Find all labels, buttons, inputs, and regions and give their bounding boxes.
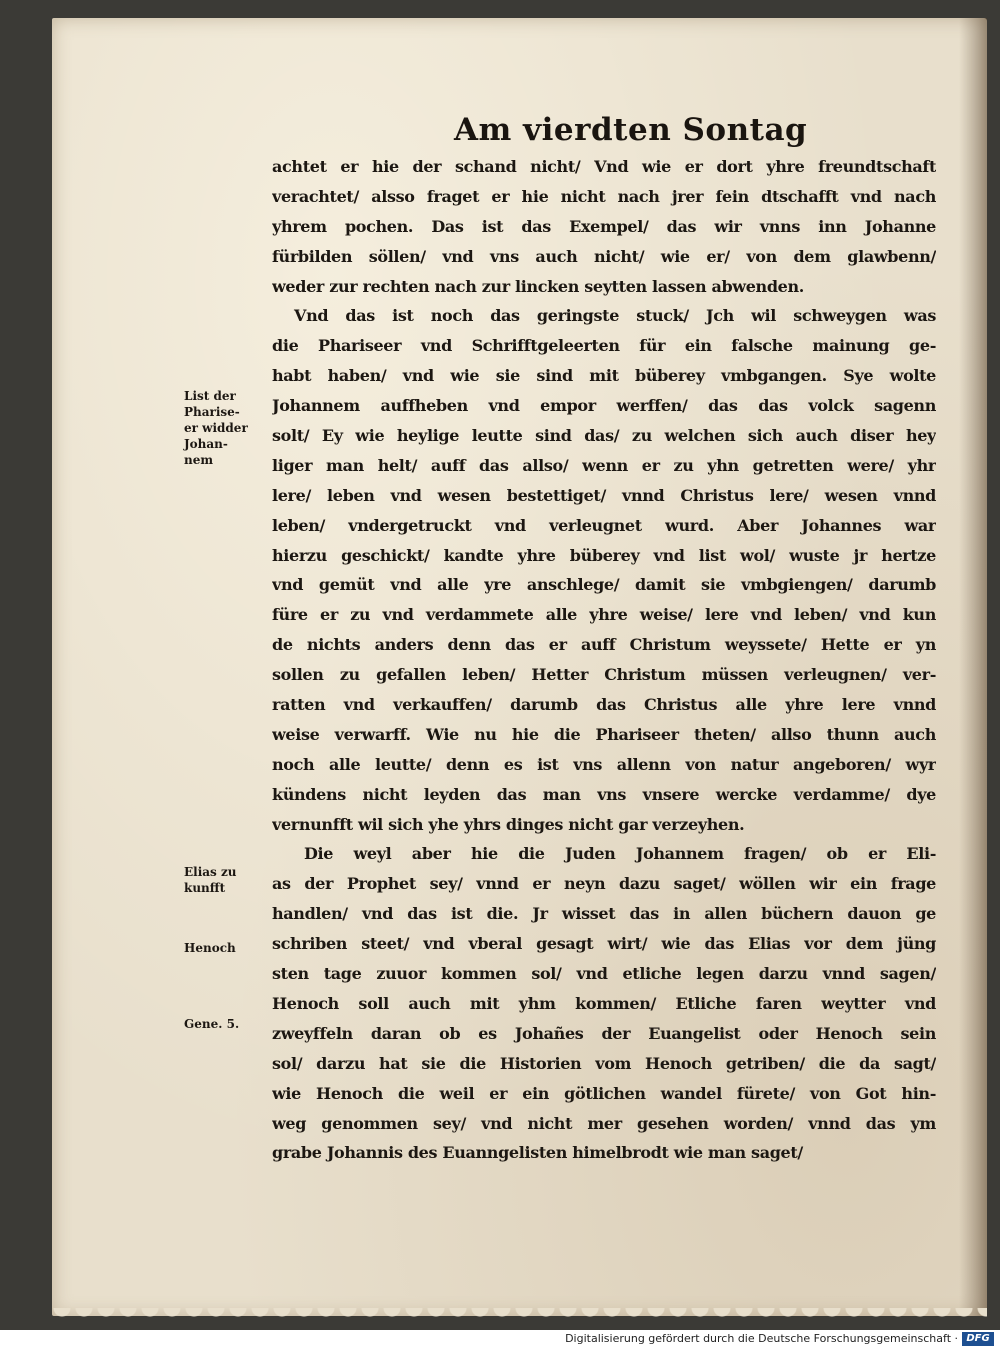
text-line: zweyffeln daran ob es Johañes der Euangelist oder Henoch sein bbox=[272, 1023, 936, 1043]
margin-note-line: Johan- bbox=[184, 437, 228, 451]
text-line: ratten vnd verkauffen/ darumb das Christus alle yhre lere vnnd bbox=[272, 695, 936, 715]
margin-note-line: kunfft bbox=[184, 881, 226, 895]
dfg-logo: DFG bbox=[962, 1332, 994, 1346]
text-line: habt haben/ vnd wie sie sind mit büberey vmbgangen. Sye wolte bbox=[272, 366, 936, 386]
text-line: wie Henoch die weil er ein götlichen wandel fürete/ von Got hin- bbox=[272, 1083, 936, 1103]
margin-note-line: Gene. 5. bbox=[184, 1017, 240, 1031]
text-line: kündens nicht leyden das man vns vnsere wercke verdamme/ dye bbox=[272, 784, 936, 804]
text-line: yhrem pochen. Das ist das Exempel/ das wir vnns inn Johanne bbox=[272, 216, 936, 236]
text-line: liger man helt/ auff das allso/ wenn er zu yhn getretten were/ yhr bbox=[272, 455, 936, 475]
binding-shadow bbox=[959, 18, 987, 1316]
running-header: Am vierdten Sontag bbox=[454, 112, 808, 148]
text-line: fürbilden söllen/ vnd vns auch nicht/ wie er/ von dem glawbenn/ bbox=[272, 246, 936, 266]
margin-note-line: er widder bbox=[184, 421, 248, 435]
margin-note-line: nem bbox=[184, 453, 214, 467]
margin-note-henoch bbox=[184, 940, 270, 956]
footer-bar bbox=[0, 1330, 1000, 1349]
margin-note-list bbox=[184, 388, 270, 468]
text-line: sollen zu gefallen leben/ Hetter Christum müssen verleugnen/ ver- bbox=[272, 665, 936, 685]
text-line: grabe Johannis des Euanngelisten himelbrodt wie man saget/ bbox=[272, 1143, 803, 1163]
margin-note-line: Henoch bbox=[184, 941, 236, 955]
text-line: füre er zu vnd verdammete alle yhre weise/ lere vnd leben/ vnd kun bbox=[272, 605, 936, 625]
text-line: noch alle leutte/ denn es ist vns allenn von natur angeboren/ wyr bbox=[272, 754, 936, 774]
text-line: vernunfft wil sich yhe yhrs dinges nicht gar verzeyhen. bbox=[272, 814, 745, 834]
text-line: de nichts anders denn das er auff Christum weyssete/ Hette er yn bbox=[272, 635, 936, 655]
text-line: lere/ leben vnd wesen bestettiget/ vnnd Christus lere/ wesen vnnd bbox=[272, 485, 936, 505]
margin-note-line: Pharise- bbox=[184, 405, 240, 419]
text-line: Johannem auffheben vnd empor werffen/ das das volck sagenn bbox=[272, 396, 936, 416]
text-line: weise verwarff. Wie nu hie die Phariseer theten/ allso thunn auch bbox=[272, 724, 936, 744]
margin-note-line: List der bbox=[184, 389, 236, 403]
margin-note-genesis bbox=[184, 1016, 270, 1032]
text-line: Henoch soll auch mit yhm kommen/ Etliche faren weytter vnd bbox=[272, 993, 936, 1013]
text-line: as der Prophet sey/ vnnd er neyn dazu saget/ wöllen wir ein frage bbox=[272, 874, 936, 894]
text-line: sten tage zuuor kommen sol/ vnd etliche legen darzu vnnd sagen/ bbox=[272, 964, 936, 984]
text-line: Die weyl aber hie die Juden Johannem fragen/ ob er Eli- bbox=[304, 844, 936, 864]
text-line: Vnd das ist noch das geringste stuck/ Jch wil schweygen was bbox=[294, 306, 936, 326]
text-line: sol/ darzu hat sie die Historien vom Henoch getriben/ die da sagt/ bbox=[272, 1053, 936, 1073]
body-text bbox=[272, 152, 936, 1168]
text-line: die Phariseer vnd Schrifftgeleerten für ein falsche mainung ge- bbox=[272, 336, 936, 356]
text-line: solt/ Ey wie heylige leutte sind das/ zu welchen sich auch diser hey bbox=[272, 426, 936, 446]
text-line: schriben steet/ vnd vberal gesagt wirt/ wie das Elias vor dem jüng bbox=[272, 934, 936, 954]
funding-credit: Digitalisierung gefördert durch die Deutsche Forschungsgemeinschaft · bbox=[565, 1332, 958, 1345]
text-line: vnd gemüt vnd alle yre anschlege/ damit sie vmbgiengen/ darumb bbox=[272, 575, 936, 595]
margin-note-elias bbox=[184, 864, 270, 896]
margin-note-line: Elias zu bbox=[184, 865, 237, 879]
text-line: handlen/ vnd das ist die. Jr wisset das in allen büchern dauon ge bbox=[272, 904, 936, 924]
text-line: weg genommen sey/ vnd nicht mer gesehen worden/ vnnd das ym bbox=[272, 1113, 936, 1133]
text-line: leben/ vndergetruckt vnd verleugnet wurd. Aber Johannes war bbox=[272, 515, 936, 535]
text-line: verachtet/ alsso fraget er hie nicht nach jrer fein dtschafft vnd nach bbox=[272, 186, 936, 206]
text-line: hierzu geschickt/ kandte yhre büberey vnd list wol/ wuste jr hertze bbox=[272, 545, 936, 565]
torn-edge bbox=[52, 1308, 987, 1322]
text-line: achtet er hie der schand nicht/ Vnd wie er dort yhre freundtschaft bbox=[272, 157, 936, 176]
text-line: weder zur rechten nach zur lincken seytten lassen abwenden. bbox=[272, 276, 805, 296]
